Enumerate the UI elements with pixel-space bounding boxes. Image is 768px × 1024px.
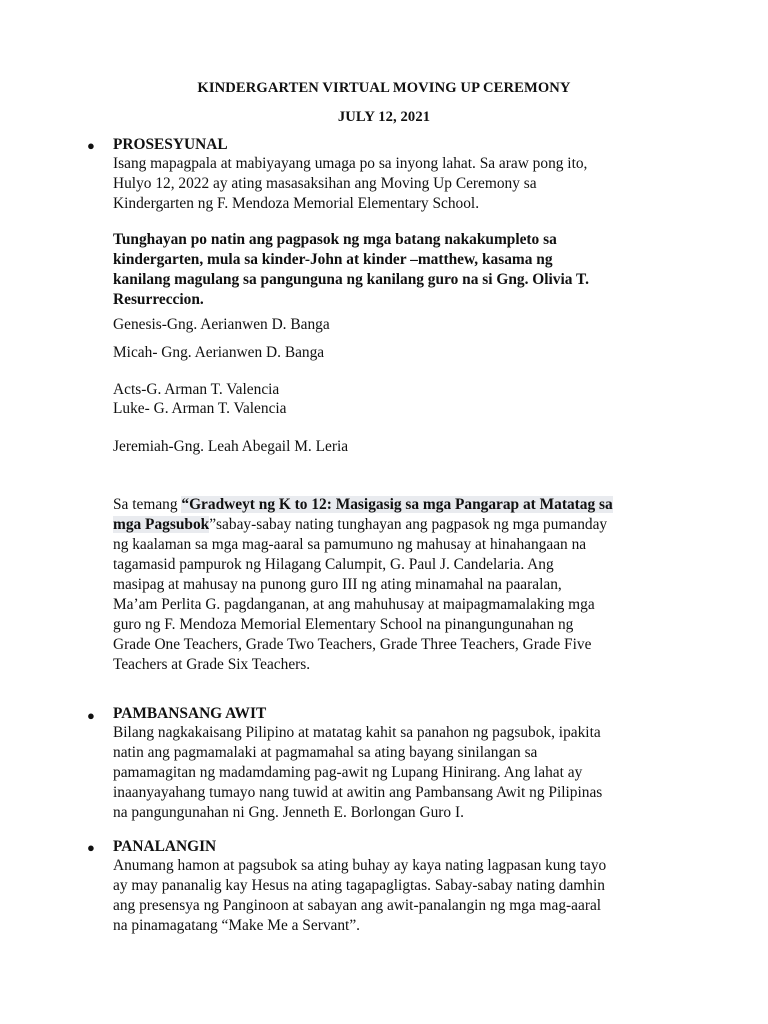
text-line: ang presensya ng Panginoon at sabayan ang awit-panalangin ng mga mag-aaral — [113, 897, 602, 914]
section-heading-pambansang-awit: PAMBANSANG AWIT — [113, 705, 267, 722]
section-list-item: Jeremiah-Gng. Leah Abegail M. Leria — [113, 438, 349, 455]
section-list-item: Luke- G. Arman T. Valencia — [113, 400, 287, 417]
section-list-item: Genesis-Gng. Aerianwen D. Banga — [113, 316, 330, 333]
text-line: ng kaalaman sa mga mag-aaral sa pamumuno ng mahusay at hinahangaan na — [113, 536, 587, 553]
text-line: Ma’am Perlita G. pagdanganan, at ang mahuhusay at maipagmamalaking mga — [113, 596, 595, 613]
text-line: kanilang magulang sa pangunguna ng kanilang guro na si Gng. Olivia T. — [113, 271, 590, 288]
prosesyunal-intro — [113, 154, 723, 214]
panalangin-paragraph — [113, 856, 723, 936]
text-line: na pinamagatang “Make Me a Servant”. — [113, 917, 361, 934]
text-line: Grade One Teachers, Grade Two Teachers, Grade Three Teachers, Grade Five — [113, 636, 592, 653]
text-line: Tunghayan po natin ang pagpasok ng mga batang nakakumpleto sa — [113, 231, 557, 248]
prosesyunal-instruction — [113, 230, 723, 310]
section-list-item: Acts-G. Arman T. Valencia — [113, 381, 280, 398]
text-line: Bilang nagkakaisang Pilipino at matatag kahit sa panahon ng pagsubok, ipakita — [113, 724, 601, 741]
theme-prefix: Sa temang — [113, 496, 182, 513]
text-line: Kindergarten ng F. Mendoza Memorial Elementary School. — [113, 195, 480, 212]
section-heading-prosesyunal: PROSESYUNAL — [113, 136, 228, 153]
text-line — [113, 495, 723, 515]
theme-highlight: mga Pagsubok — [113, 516, 210, 533]
document-date: JULY 12, 2021 — [337, 109, 431, 125]
bullet-icon: ● — [87, 138, 95, 153]
text-line: Isang mapagpala at mabiyayang umaga po sa inyong lahat. Sa araw pong ito, — [113, 155, 588, 172]
text-line: Resurreccion. — [113, 291, 204, 308]
text-line: inaanyayahang tumayo nang tuwid at awitin ang Pambansang Awit ng Pilipinas — [113, 784, 603, 801]
text-line: masipag at mahusay na punong guro III ng ating minamahal na paaralan, — [113, 576, 562, 593]
text-line: guro ng F. Mendoza Memorial Elementary School na pinangungunahan ng — [113, 616, 574, 633]
text-line: Anumang hamon at pagsubok sa ating buhay ay kaya nating lagpasan kung tayo — [113, 857, 607, 874]
text-line: Teachers at Grade Six Teachers. — [113, 656, 311, 673]
text-line: natin ang pagmamalaki at pagmamahal sa ating bayang sinilangan sa — [113, 744, 538, 761]
text-line — [113, 515, 723, 535]
pambansang-awit-paragraph — [113, 723, 723, 823]
text-line: Hulyo 12, 2022 ay ating masasaksihan ang Moving Up Ceremony sa — [113, 175, 537, 192]
text-line: pamamagitan ng madamdaming pag-awit ng Lupang Hinirang. Ang lahat ay — [113, 764, 583, 781]
bullet-icon: ● — [87, 840, 95, 855]
section-list-item: Micah- Gng. Aerianwen D. Banga — [113, 344, 325, 361]
document-title: KINDERGARTEN VIRTUAL MOVING UP CEREMONY — [197, 80, 571, 96]
theme-paragraph — [113, 495, 723, 675]
bullet-icon: ● — [87, 708, 95, 723]
theme-highlight: “Gradweyt ng K to 12: Masigasig sa mga Pangarap at Matatag sa — [181, 496, 613, 513]
text-line: na pangungunahan ni Gng. Jenneth E. Borlongan Guro I. — [113, 804, 464, 821]
theme-suffix: ”sabay-sabay nating tunghayan ang pagpasok ng mga pumanday — [209, 516, 608, 533]
section-heading-panalangin: PANALANGIN — [113, 838, 217, 855]
text-line: kindergarten, mula sa kinder-John at kinder –matthew, kasama ng — [113, 251, 553, 268]
text-line: ay may pananalig kay Hesus na ating tagapagligtas. Sabay-sabay nating damhin — [113, 877, 605, 894]
text-line: tagamasid pampurok ng Hilagang Calumpit, G. Paul J. Candelaria. Ang — [113, 556, 554, 573]
